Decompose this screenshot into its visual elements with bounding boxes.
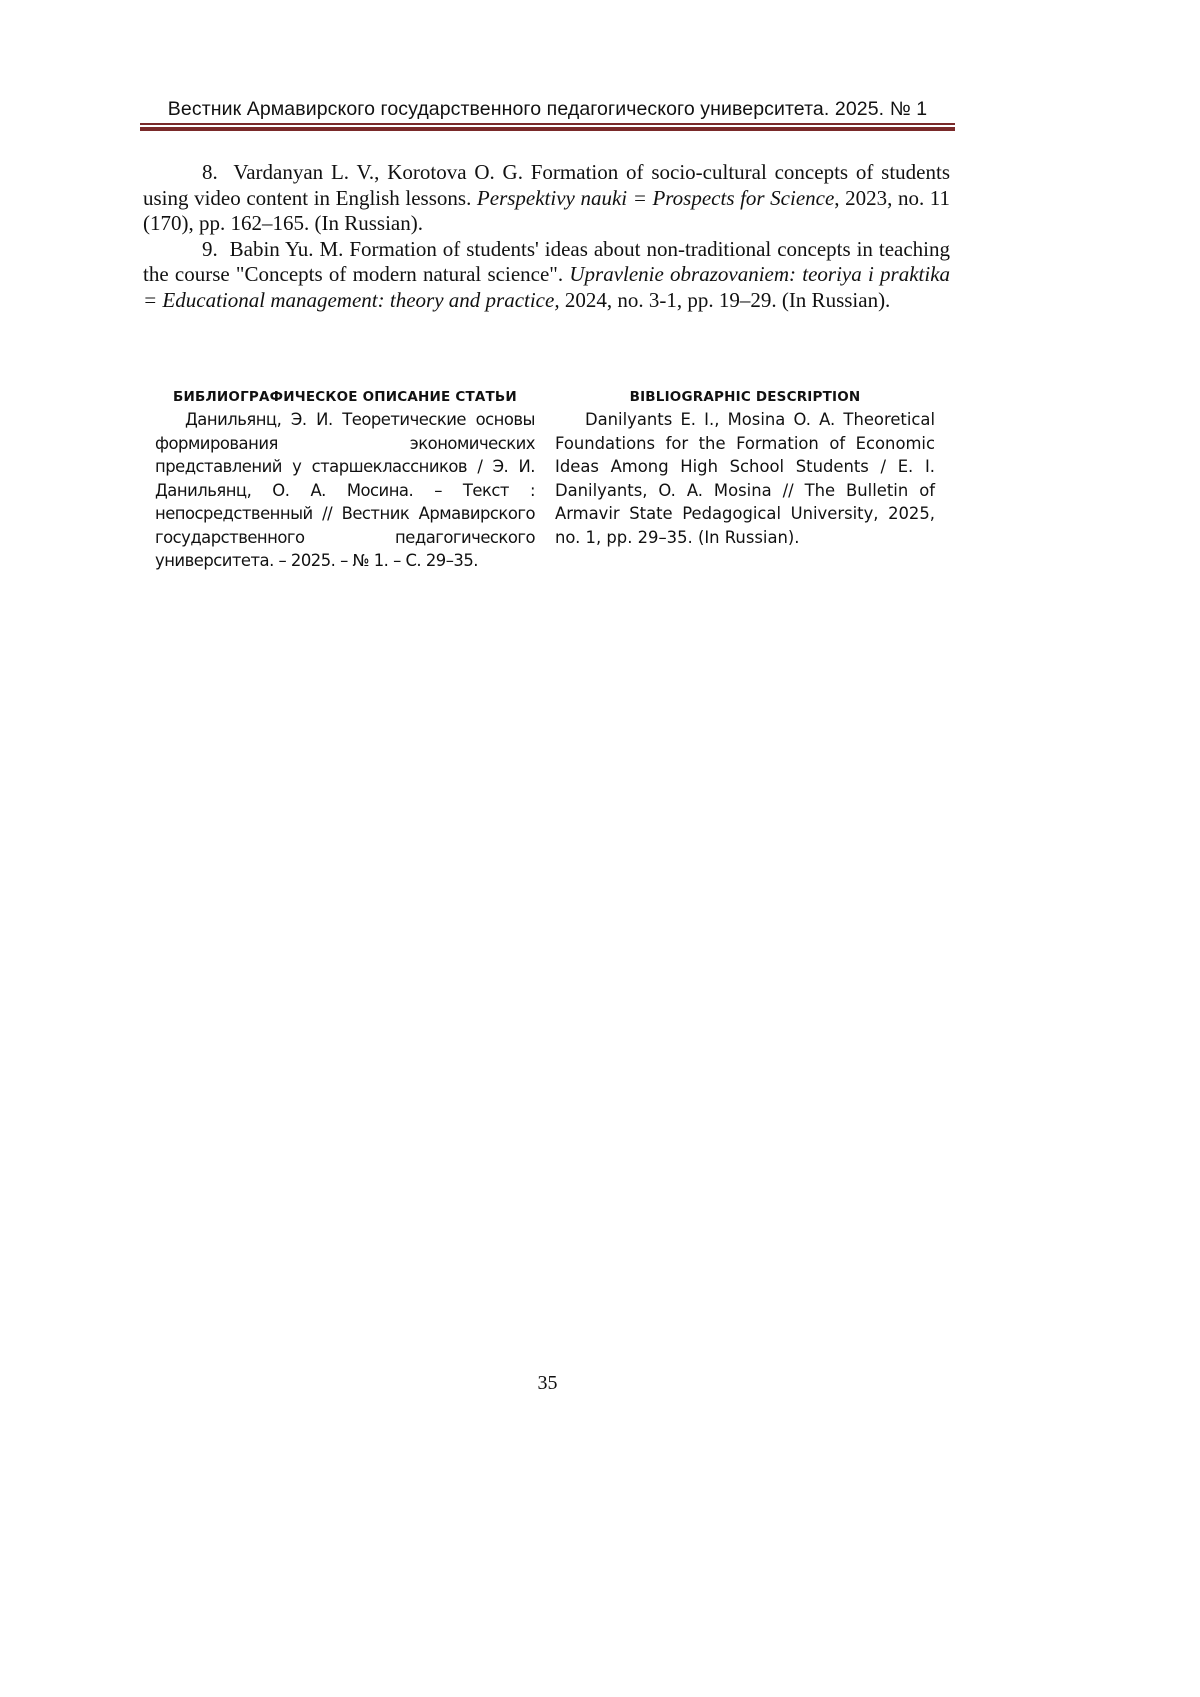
header-rule-thick [140, 127, 955, 131]
bibliographic-heading-en: BIBLIOGRAPHIC DESCRIPTION [629, 389, 861, 405]
running-header: Вестник Армавирского государственного педагогического университета. 2025. № 1 [167, 98, 928, 120]
reference-text: Vardanyan L. V., Korotova O. G. Formation of socio-cultural concepts of students using video content in English lessons. [143, 160, 951, 210]
reference-journal: Upravlenie obrazovaniem: teoriya i praktika = Educational management: theory and practice, [143, 262, 951, 312]
bibliographic-heading-ru: БИБЛИОГРАФИЧЕСКОЕ ОПИСАНИЕ СТАТЬИ [173, 389, 517, 405]
header-rule-thin [140, 123, 955, 125]
reference-text: Babin Yu. M. Formation of students' ideas about non-traditional concepts in teaching the course "Concepts of modern natural science". [143, 236, 951, 286]
bibliographic-description-en [555, 388, 935, 549]
bibliographic-description-ru [155, 388, 535, 573]
page-number: 35 [537, 1372, 558, 1394]
reference-list [143, 160, 950, 313]
reference-number: 9. [202, 236, 218, 261]
reference-item [143, 160, 950, 237]
reference-item [143, 237, 950, 314]
bibliographic-text-ru: Данильянц, Э. И. Теоретические основы формирования экономических представлений у старшеклассников / Э. И. Данильянц, О. А. Мосина. – Текст : непосредственный // Вестник Армавирского государственного педагогического университета. – 2025. – № 1. – С. 29–35. [155, 410, 535, 570]
reference-journal: Perspektivy nauki = Prospects for Science [476, 185, 835, 210]
bibliographic-text-en: Danilyants E. I., Mosina O. A. Theoretical Foundations for the Formation of Economic Ideas Among High School Students / E. I. Danilyants, O. A. Mosina // The Bulletin of Armavir State Pedagogical University, 2025, no. 1, pp. 29–35. (In Russian). [555, 410, 935, 547]
reference-number: 8. [202, 160, 218, 184]
reference-details: , 2023, no. 11 (170), pp. 162–165. (In Russian). [143, 185, 951, 235]
reference-details: 2024, no. 3-1, pp. 19–29. (In Russian). [559, 287, 891, 312]
